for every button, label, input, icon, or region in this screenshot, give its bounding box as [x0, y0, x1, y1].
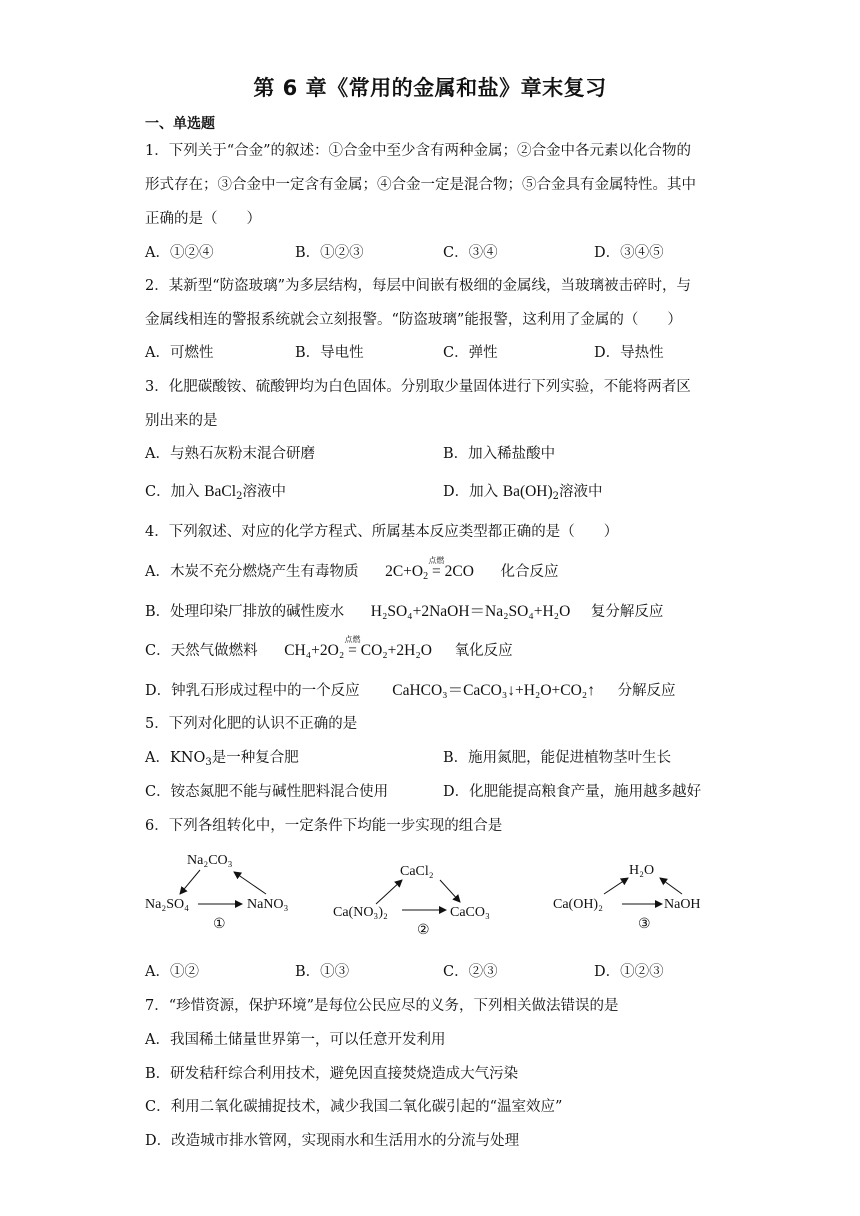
diagram-1 [145, 853, 289, 932]
q5-stem: 5．下列对化肥的认识不正确的是 [145, 716, 358, 732]
q4-c-equation: CH₄+2O₂ 点燃 = CO₂+2H₂O [284, 635, 432, 659]
page-title: 第 6 章《常用的金属和盐》章末复习 [253, 76, 607, 100]
q2-line-2: 金属线相连的警报系统就会立刻报警。“防盗玻璃”能报警，这利用了金属的（ ） [145, 312, 682, 328]
q4-a-equation: $2C+O_2$ 点燃 = 2CO [385, 556, 474, 582]
q7-option-a: A．我国稀土储量世界第一，可以任意开发利用 [145, 1032, 446, 1048]
q1-option-d: D．③④⑤ [594, 245, 664, 261]
q1-option-c: C．③④ [443, 245, 498, 261]
q2-option-b: B．导电性 [295, 345, 364, 361]
d2-arrow-top-right [440, 880, 460, 902]
q3-line-2: 别出来的是 [145, 413, 218, 429]
d1-right-label: NaNO₃ [247, 897, 289, 912]
q2-line-1: 2．某新型“防盗玻璃”为多层结构，每层中间嵌有极细的金属线，当玻璃被击碎时，与 [145, 278, 692, 294]
diagram-3 [553, 863, 701, 932]
d1-arrow-right-top [234, 872, 266, 894]
d2-top-label: CaCl₂ [400, 864, 434, 879]
q7-option-d: D．改造城市排水管网，实现雨水和生活用水的分流与处理 [145, 1133, 520, 1149]
d3-left-label: Ca(OH)₂ [553, 897, 603, 912]
section-heading: 一、单选题 [145, 116, 215, 132]
q7-option-b: B．研发秸秆综合利用技术，避免因直接焚烧造成大气污染 [145, 1066, 519, 1082]
q1-line-2: 形式存在；③合金中一定含有金属；④合金一定是混合物；⑤合金具有金属特性。其中 [145, 177, 696, 193]
diagram-2 [333, 864, 490, 938]
q6-option-d: D．①②③ [594, 964, 664, 980]
d2-arrow-left-top [376, 880, 402, 904]
d3-right-label: NaOH [664, 897, 701, 912]
d1-top-label: Na₂CO₃ [187, 853, 233, 868]
q2-option-d: D．导热性 [594, 345, 664, 361]
q7-option-c: C．利用二氧化碳捕捉技术，减少我国二氧化碳引起的“温室效应” [145, 1099, 563, 1115]
q6-stem: 6．下列各组转化中，一定条件下均能一步实现的组合是 [145, 818, 503, 834]
q6-option-b: B．①③ [295, 964, 350, 980]
d1-number: ① [213, 917, 226, 932]
q1-line-1: 1．下列关于“合金”的叙述：①合金中至少含有两种金属；②合金中各元素以化合物的 [145, 143, 692, 159]
q3-option-b: B．加入稀盐酸中 [443, 446, 556, 462]
d3-arrow-right-top [660, 878, 682, 894]
q3-option-a: A．与熟石灰粉末混合研磨 [145, 446, 315, 462]
q5-option-a: A．$KNO_3$是一种复合肥 [145, 750, 299, 768]
q2-option-a: A．可燃性 [145, 345, 214, 361]
q7-stem: 7．“珍惜资源，保护环境”是每位公民应尽的义务，下列相关做法错误的是 [145, 998, 619, 1014]
q6-conversion-diagrams [140, 844, 720, 944]
d2-number: ② [417, 923, 430, 938]
q5-option-b: B．施用氮肥，能促进植物茎叶生长 [443, 750, 672, 766]
q4-option-c: C．天然气做燃料 CH₄+2O₂ 点燃 = CO₂+2H₂O 氧化反应 [145, 635, 513, 659]
q5-option-c: C．铵态氮肥不能与碱性肥料混合使用 [145, 784, 389, 800]
d2-right-label: CaCO₃ [450, 905, 490, 920]
q6-option-c: C．②③ [443, 964, 498, 980]
q4-option-b: B．处理印染厂排放的碱性废水 H₂SO₄+2NaOH＝Na₂SO₄+H₂O 复分解反应 [145, 603, 664, 620]
q2-option-c: C．弹性 [443, 345, 498, 361]
q3-option-c: C．加入 BaCl$_2$溶液中 [145, 483, 286, 502]
q4-stem: 4．下列叙述、对应的化学方程式、所属基本反应类型都正确的是（ ） [145, 524, 619, 540]
q6-option-a: A．①② [145, 964, 199, 980]
d3-number: ③ [638, 917, 651, 932]
d3-arrow-left-top [604, 878, 628, 894]
q3-line-1: 3．化肥碳酸铵、硫酸钾均为白色固体。分别取少量固体进行下列实验，不能将两者区 [145, 379, 691, 395]
q1-line-3: 正确的是（ ） [145, 211, 261, 227]
q4-option-a: A．木炭不充分燃烧产生有毒物质 $2C+O_2$ 点燃 = 2CO 化合反应 [145, 556, 559, 582]
q3-option-d: D．加入 $Ba(OH)_2$溶液中 [443, 483, 603, 502]
q1-option-b: B．①②③ [295, 245, 364, 261]
q4-option-d: D．钟乳石形成过程中的一个反应 CaHCO₃＝CaCO₃↓+H₂O+CO₂↑ 分解反应 [145, 682, 676, 699]
d2-left-label: Ca(NO₃)₂ [333, 905, 388, 920]
d3-top-label: H₂O [629, 863, 655, 878]
q1-option-a: A．①②④ [145, 245, 214, 261]
d1-arrow-top-left [180, 870, 200, 894]
d1-left-label: Na₂SO₄ [145, 897, 189, 912]
q5-option-d: D．化肥能提高粮食产量，施用越多越好 [443, 784, 702, 800]
